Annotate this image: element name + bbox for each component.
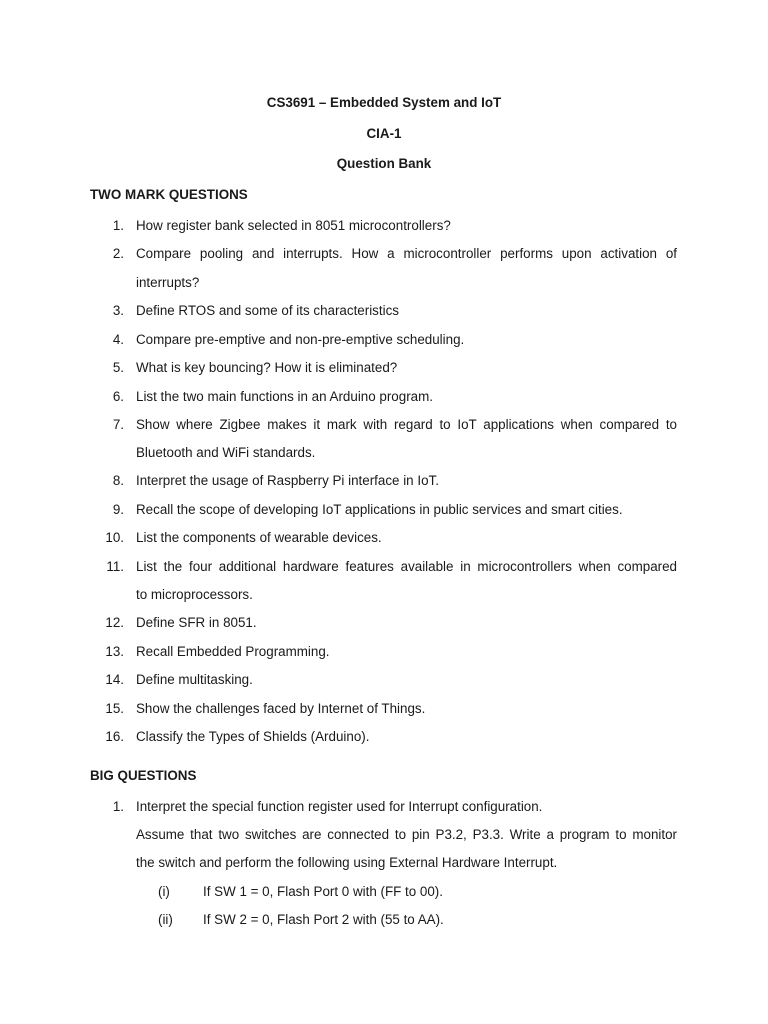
document-title: Question Bank <box>336 156 432 171</box>
question-text: Define SFR in 8051. <box>136 615 257 630</box>
question-text: Interpret the usage of Raspberry Pi interface in IoT. <box>136 473 439 488</box>
question-text: Show the challenges faced by Internet of Things. <box>136 701 426 716</box>
sub-item-number: (ii) <box>158 912 173 927</box>
question-text: Show where Zigbee makes it mark with regard to IoT applications when compared to <box>136 417 677 432</box>
question-text: List the four additional hardware features available in microcontrollers when compared <box>136 559 677 574</box>
question-text-continued: Assume that two switches are connected to pin P3.2, P3.3. Write a program to monitor <box>136 827 677 842</box>
two-mark-heading: TWO MARK QUESTIONS <box>90 187 248 202</box>
question-text-continued: Bluetooth and WiFi standards. <box>136 445 316 460</box>
question-text: List the components of wearable devices. <box>136 530 382 545</box>
sub-item-text: If SW 2 = 0, Flash Port 2 with (55 to AA). <box>203 912 444 927</box>
sub-item-number: (i) <box>158 884 170 899</box>
question-text: Define RTOS and some of its characteristics <box>136 303 399 318</box>
exam-title: CIA-1 <box>366 126 402 141</box>
item-number: 9. <box>112 502 124 517</box>
question-text-continued: the switch and perform the following using External Hardware Interrupt. <box>136 855 558 870</box>
question-text-continued: to microprocessors. <box>136 587 253 602</box>
question-text: Interpret the special function register used for Interrupt configuration. <box>136 799 543 814</box>
question-text: Compare pre-emptive and non-pre-emptive scheduling. <box>136 332 465 347</box>
item-number: 11. <box>106 559 124 574</box>
question-text: List the two main functions in an Arduino program. <box>136 389 433 404</box>
big-questions-heading: BIG QUESTIONS <box>90 768 197 783</box>
question-text: What is key bouncing? How it is eliminated? <box>136 360 398 375</box>
course-title: CS3691 – Embedded System and IoT <box>266 95 502 110</box>
item-number: 7. <box>112 417 124 432</box>
question-text: Classify the Types of Shields (Arduino). <box>136 729 370 744</box>
item-number: 15. <box>105 701 124 716</box>
question-text: Recall the scope of developing IoT applications in public services and smart cities. <box>136 502 623 517</box>
question-text-continued: interrupts? <box>136 275 200 290</box>
sub-item-text: If SW 1 = 0, Flash Port 0 with (FF to 00). <box>203 884 443 899</box>
item-number: 2. <box>112 246 124 261</box>
item-number: 1. <box>112 799 124 814</box>
item-number: 16. <box>105 729 124 744</box>
item-number: 12. <box>105 615 124 630</box>
item-number: 1. <box>112 218 124 233</box>
item-number: 8. <box>112 473 124 488</box>
item-number: 14. <box>105 672 124 687</box>
question-text: Compare pooling and interrupts. How a microcontroller performs upon activation of <box>136 246 677 261</box>
question-text: Define multitasking. <box>136 672 253 687</box>
item-number: 6. <box>112 389 124 404</box>
item-number: 13. <box>105 644 124 659</box>
question-text: Recall Embedded Programming. <box>136 644 330 659</box>
item-number: 3. <box>112 303 124 318</box>
item-number: 5. <box>112 360 124 375</box>
question-text: How register bank selected in 8051 microcontrollers? <box>136 218 451 233</box>
item-number: 10. <box>105 530 124 545</box>
item-number: 4. <box>112 332 124 347</box>
